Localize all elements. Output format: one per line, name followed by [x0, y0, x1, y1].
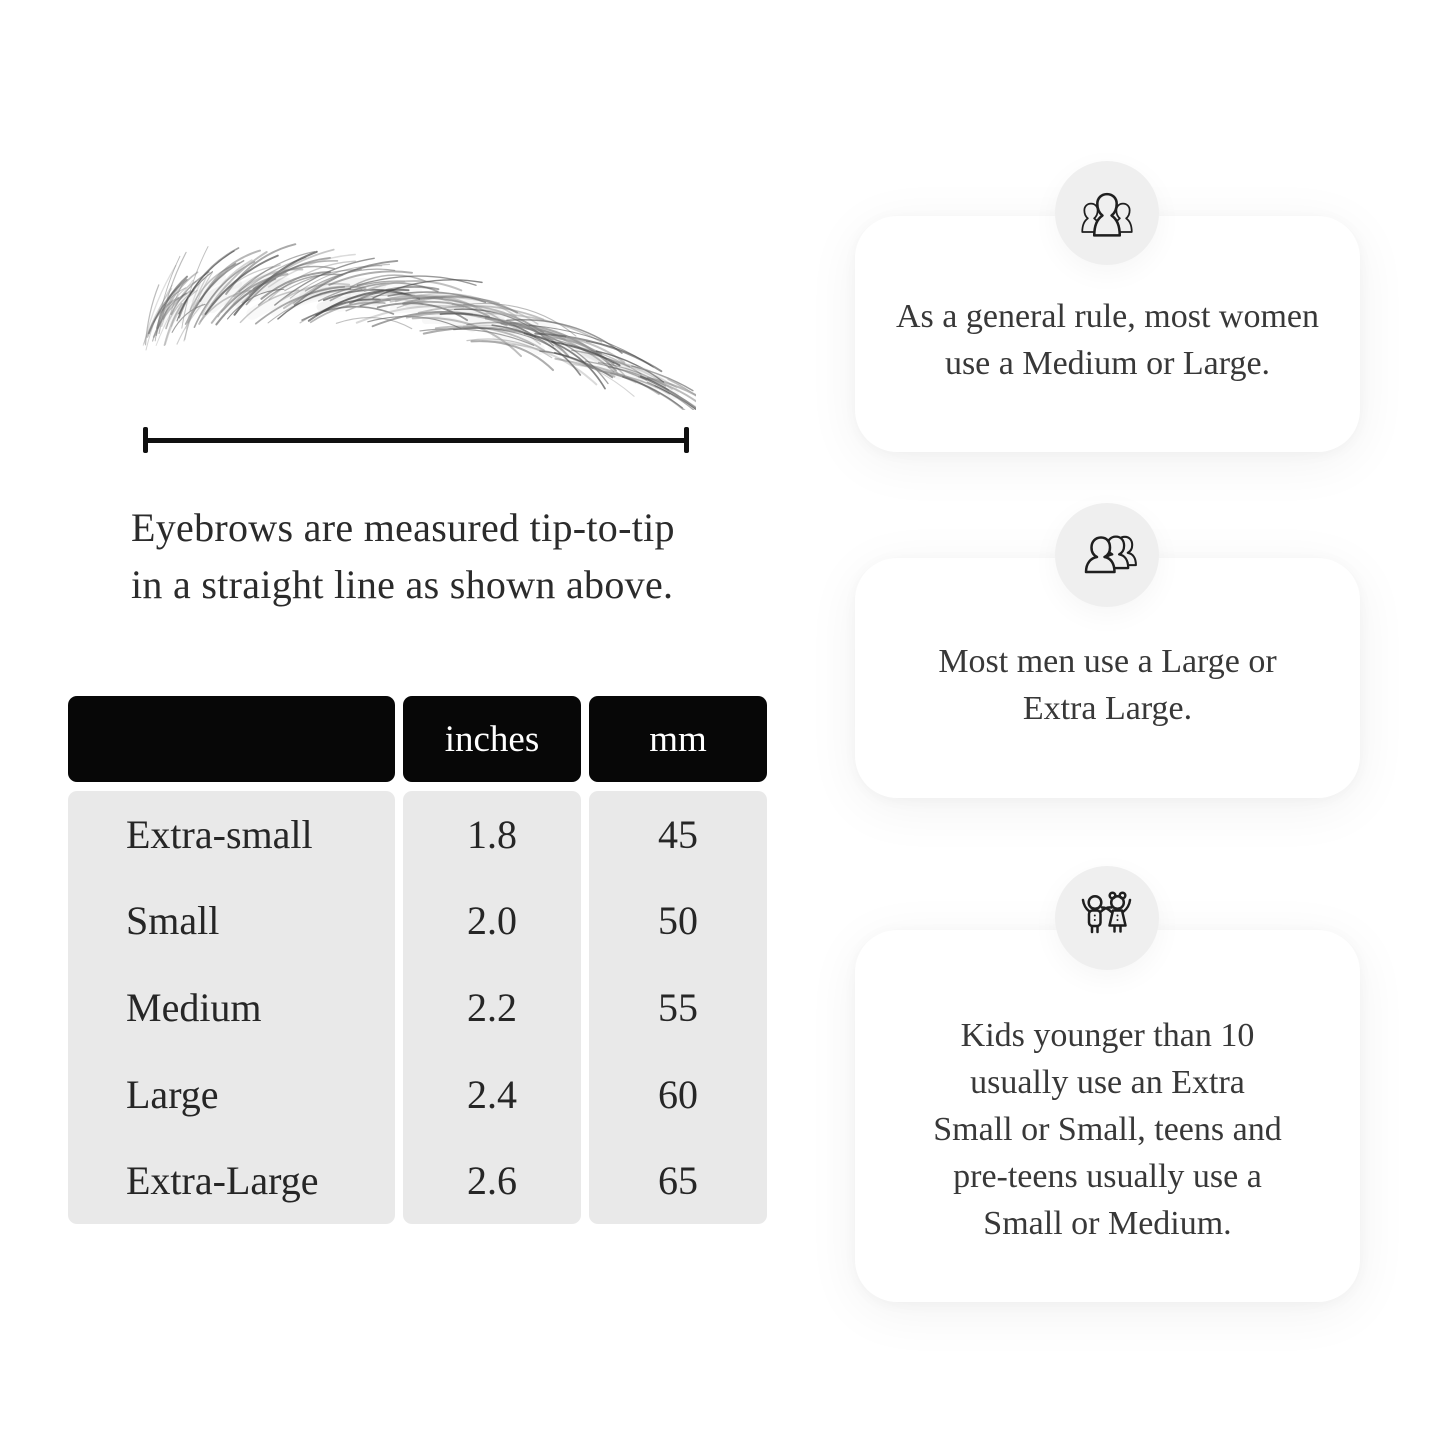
eyebrow-drawing [108, 232, 696, 410]
mm-cell: 50 [658, 898, 698, 944]
inches-cell: 1.8 [467, 811, 517, 857]
eyebrow-illustration [108, 232, 696, 410]
men-rule-text [938, 638, 1276, 732]
children-icon [1055, 866, 1159, 970]
inches-cell: 2.6 [467, 1158, 517, 1204]
size-table-header-inches: inches [403, 696, 581, 782]
card-text-line: Kids younger than 10 [960, 1016, 1255, 1054]
men-group-icon-glyph [1074, 528, 1140, 582]
line-endcap-right [684, 427, 689, 453]
size-table-header-blank [68, 696, 395, 782]
caption-line: Eyebrows are measured tip-to-tip [131, 505, 675, 550]
card-text-line: Most men use a Large or [938, 643, 1277, 680]
card-text-line: usually use an Extra [970, 1063, 1245, 1101]
size-label-cell: Small [126, 898, 220, 944]
card-text-line: pre-teens usually use a [953, 1157, 1262, 1195]
women-group-icon [1055, 161, 1159, 265]
kids-rule-card [855, 930, 1360, 1302]
measurement-line [145, 438, 687, 443]
info-cards [855, 0, 1360, 1445]
size-table [68, 696, 767, 1224]
size-table-body-mm [589, 791, 767, 1224]
card-text-line: Extra Large. [1022, 690, 1193, 727]
card-text-line: use a Medium or Large. [944, 345, 1271, 382]
inches-cell: 2.2 [467, 984, 517, 1030]
mm-cell: 45 [658, 811, 698, 857]
inches-cell: 2.4 [467, 1071, 517, 1117]
size-table-body-labels [68, 791, 395, 1224]
line-endcap-left [143, 427, 148, 453]
card-text-line: Small or Small, teens and [933, 1110, 1282, 1148]
women-rule-text [896, 293, 1319, 387]
caption-line: in a straight line as shown above. [131, 562, 674, 607]
size-label-cell: Extra-Large [126, 1158, 319, 1204]
size-table-column-mm [589, 696, 767, 1224]
card-text-line: Small or Medium. [983, 1204, 1232, 1242]
card-text-line: As a general rule, most women [896, 298, 1319, 335]
men-group-icon [1055, 503, 1159, 607]
size-table-column-inches [403, 696, 581, 1224]
kids-rule-text [933, 1012, 1281, 1247]
size-table-column-labels [68, 696, 395, 1224]
size-table-header-mm: mm [589, 696, 767, 782]
mm-cell: 65 [658, 1158, 698, 1204]
size-label-cell: Large [126, 1071, 219, 1117]
women-group-icon-glyph [1074, 186, 1140, 240]
mm-cell: 60 [658, 1071, 698, 1117]
mm-cell: 55 [658, 984, 698, 1030]
size-label-cell: Extra-small [126, 811, 313, 857]
measurement-caption [131, 499, 675, 613]
children-icon-glyph [1074, 888, 1140, 948]
inches-cell: 2.0 [467, 898, 517, 944]
size-label-cell: Medium [126, 984, 262, 1030]
size-table-body-inches [403, 791, 581, 1224]
